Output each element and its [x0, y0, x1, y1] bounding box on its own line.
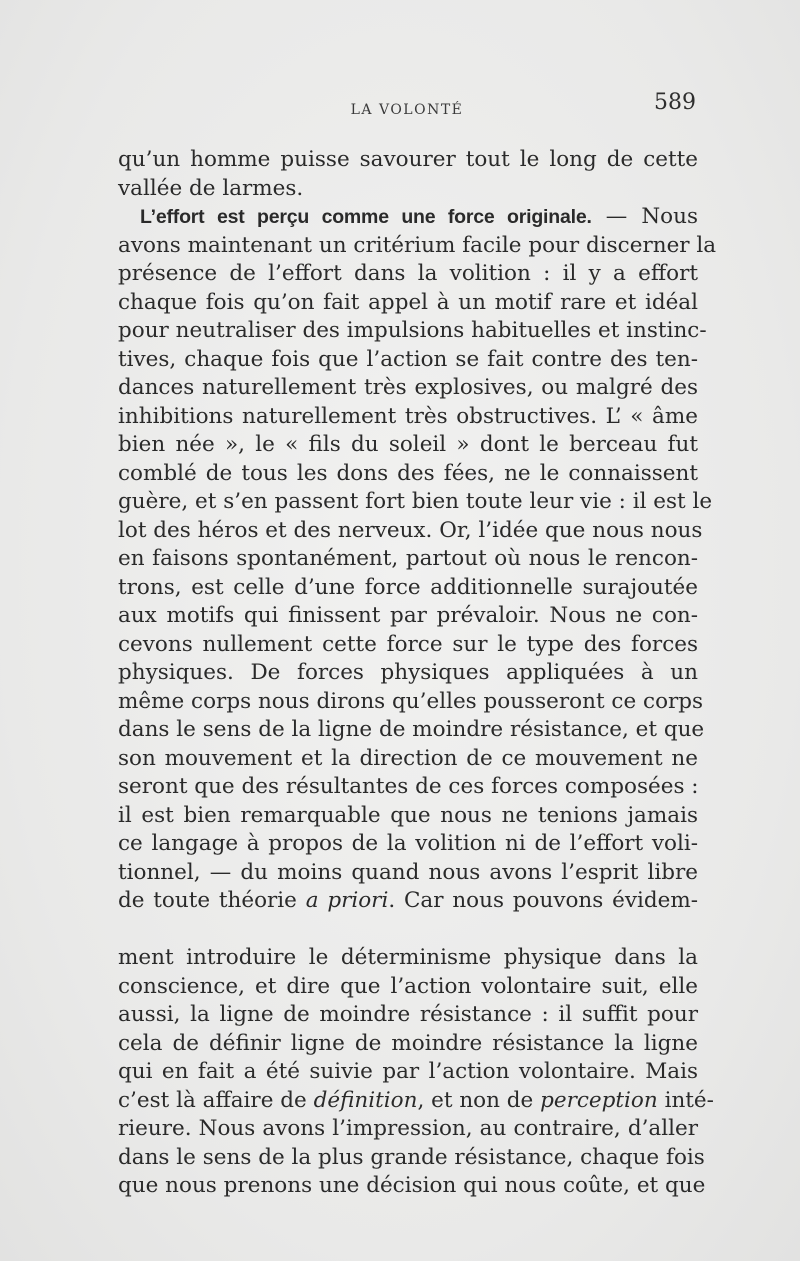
- text-line: son mouvement et la direction de ce mouvement ne: [118, 745, 698, 771]
- text-line: il est bien remarquable que nous ne tenions jamais: [118, 802, 698, 828]
- text-line: même corps nous dirons qu’elles pousseront ce corps: [118, 688, 704, 714]
- text-line: comblé de tous les dons des fées, ne le connaissent: [118, 460, 698, 486]
- text-line: dans le sens de la plus grande résistance, chaque fois: [118, 1144, 705, 1170]
- text-line: présence de l’effort dans la volition : il y a effort: [118, 261, 698, 286]
- text-line: cevons nullement cette force sur le type des forces: [118, 631, 698, 657]
- section-heading: L’effort est perçu comme une force originale.: [140, 206, 592, 228]
- text-line: [118, 1087, 714, 1116]
- text-line: en faisons spontanément, partout où nous le rencon-: [118, 546, 698, 571]
- text-line: tionnel, — du moins quand nous avons l’esprit libre: [118, 859, 698, 885]
- text-line: avons maintenant un critérium facile pour discerner la: [118, 232, 717, 258]
- text-line: physiques. De forces physiques appliquées à un: [118, 660, 698, 685]
- italic-run: a priori: [305, 888, 389, 913]
- text-line: trons, est celle d’une force additionnelle surajoutée: [118, 574, 698, 600]
- text-line: vallée de larmes.: [118, 175, 304, 201]
- text-line: que nous prenons une décision qui nous coûte, et que: [118, 1173, 706, 1198]
- text-run: inté-: [657, 1087, 714, 1113]
- text-line: dances naturellement très explosives, ou malgré des: [118, 375, 698, 400]
- text-line: tives, chaque fois que l’action se fait contre des ten-: [118, 346, 698, 372]
- text-line: seront que des résultantes de ces forces composées :: [118, 774, 699, 799]
- text-line: chaque fois qu’on fait appel à un motif rare et idéal: [118, 289, 698, 315]
- text-line: ment introduire le déterminisme physique dans la: [118, 945, 698, 970]
- body-text: [118, 146, 717, 1201]
- text-line: rieure. Nous avons l’impression, au contraire, d’aller: [118, 1116, 698, 1141]
- text-line: pour neutraliser des impulsions habituelles et instinc-: [118, 318, 707, 343]
- italic-run: perception: [540, 1087, 658, 1113]
- text-line: inhibitions naturellement très obstructives. L’ « âme: [118, 403, 698, 429]
- text-line: aussi, la ligne de moindre résistance : il suffit pour: [118, 1002, 698, 1027]
- text-line: aux motifs qui finissent par prévaloir. Nous ne con-: [118, 603, 698, 628]
- text-run: c’est là affaire de: [118, 1087, 314, 1113]
- text-line: [118, 887, 698, 916]
- text-line: ce langage à propos de la volition ni de l’effort voli-: [118, 831, 698, 856]
- text-line: dans le sens de la ligne de moindre résistance, et que: [118, 717, 705, 742]
- text-line: qui en fait a été suivie par l’action volontaire. Mais: [118, 1059, 698, 1084]
- text-run: — Nous: [591, 204, 698, 229]
- text-line: conscience, et dire que l’action volontaire suit, elle: [118, 973, 698, 999]
- page-number: 589: [654, 90, 696, 115]
- text-run: , et non de: [417, 1087, 541, 1113]
- italic-run: définition: [313, 1087, 418, 1113]
- text-line: [118, 916, 698, 945]
- text-line: lot des héros et des nerveux. Or, l’idée que nous nous: [118, 517, 703, 543]
- running-title: LA VOLONTÉ: [350, 102, 464, 118]
- text-line: bien née », le « fils du soleil » dont le berceau fut: [118, 432, 698, 457]
- text-line: cela de définir ligne de moindre résistance la ligne: [118, 1030, 698, 1056]
- page-header: [118, 90, 696, 126]
- text-line: guère, et s’en passent fort bien toute leur vie : il est le: [118, 489, 713, 514]
- text-run: . Car nous pouvons évidem-: [388, 888, 698, 913]
- text-line: [118, 203, 698, 232]
- text-run: de toute théorie: [118, 888, 306, 913]
- text-line: qu’un homme puisse savourer tout le long de cette: [118, 147, 698, 172]
